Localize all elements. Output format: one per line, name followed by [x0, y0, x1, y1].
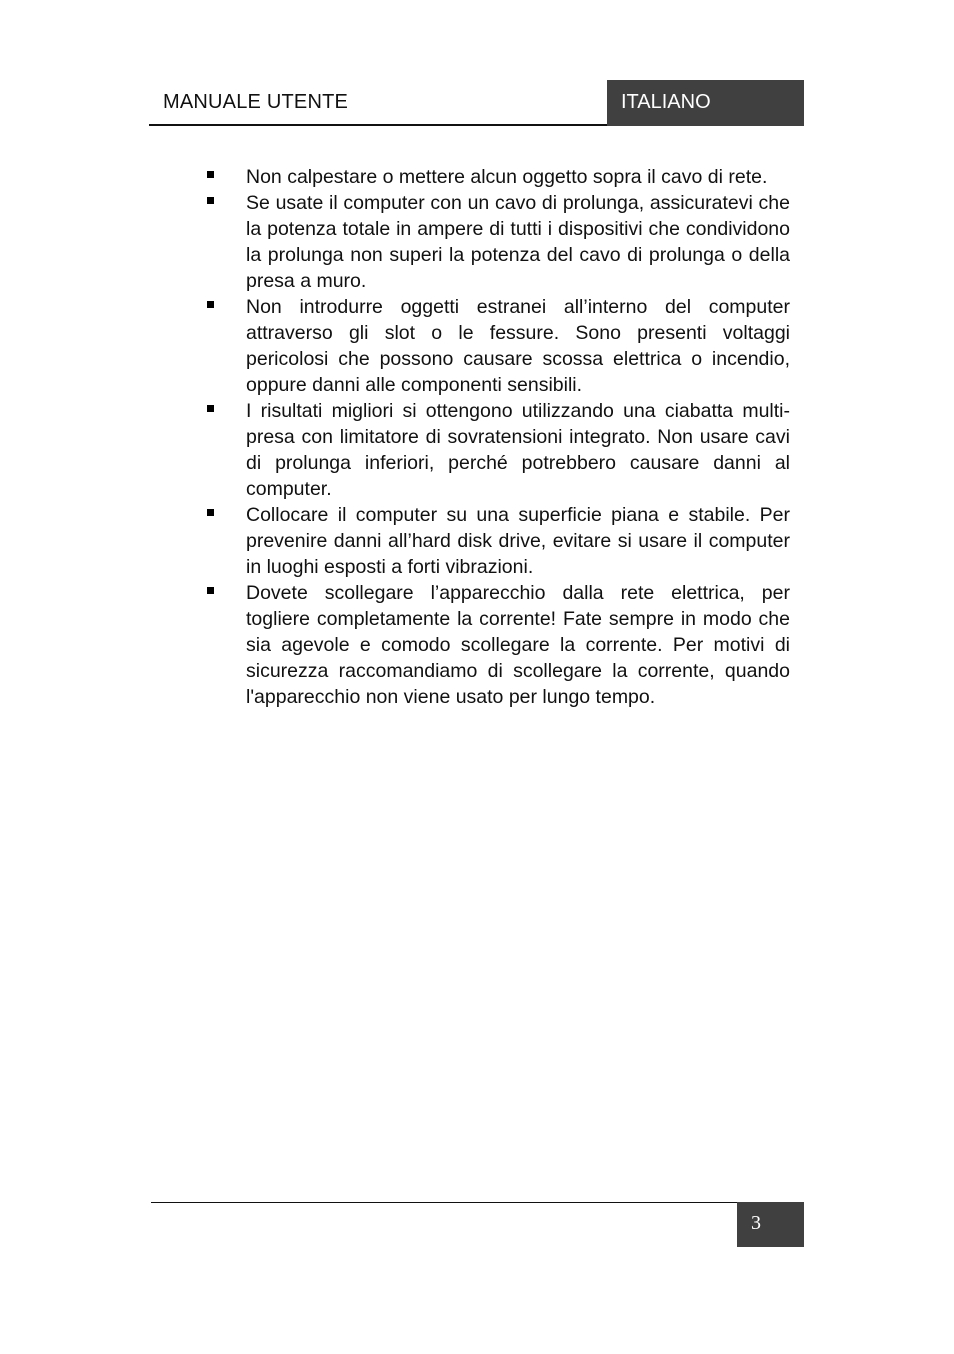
square-bullet-icon	[207, 405, 214, 412]
header-rule	[149, 124, 607, 126]
bullet-item	[205, 398, 790, 502]
bullet-text: Dovete scollegare l’apparecchio dalla rete elettrica, per togliere completamente la corrente! Fate sempre in modo che sia agevole e comodo scollegare la corrente. Per motivi di sicurezza raccomandiamo di scollegare la corrente, quando l'apparecchio non viene usato per lungo tempo.	[246, 582, 790, 708]
square-bullet-icon	[207, 301, 214, 308]
footer-rule	[151, 1202, 737, 1203]
bullet-text: I risultati migliori si ottengono utilizzando una ciabatta multi-presa con limitatore di sovratensioni integrato. Non usare cavi di prolunga inferiori, perché potrebbero causare danni al computer.	[246, 400, 790, 500]
bullet-text: Non introdurre oggetti estranei all’interno del computer attraverso gli slot o le fessure. Sono presenti voltaggi pericolosi che possono causare scossa elettrica o incendio, oppure danni alle componenti sensibili.	[246, 296, 790, 396]
square-bullet-icon	[207, 509, 214, 516]
page-footer	[151, 1202, 804, 1247]
page-header	[149, 80, 804, 126]
manual-title: MANUALE UTENTE	[163, 91, 349, 113]
bullet-item	[205, 580, 790, 710]
safety-content	[205, 164, 790, 710]
square-bullet-icon	[207, 197, 214, 204]
bullet-text: Collocare il computer su una superficie piana e stabile. Per prevenire danni all’hard disk drive, evitare si usare il computer in luoghi esposti a forti vibrazioni.	[246, 504, 790, 578]
bullet-text: Non calpestare o mettere alcun oggetto sopra il cavo di rete.	[246, 166, 768, 188]
bullet-item	[205, 164, 790, 190]
square-bullet-icon	[207, 171, 214, 178]
square-bullet-icon	[207, 587, 214, 594]
language-label: ITALIANO	[607, 80, 804, 126]
bullet-text: Se usate il computer con un cavo di prolunga, assicuratevi che la potenza totale in ampere di tutti i dispositivi che condividono la prolunga non superi la potenza del cavo di prolunga o della presa a muro.	[246, 192, 790, 292]
safety-bullet-list	[205, 164, 790, 710]
page-number: 3	[737, 1202, 804, 1247]
bullet-item	[205, 294, 790, 398]
bullet-item	[205, 502, 790, 580]
bullet-item	[205, 190, 790, 294]
